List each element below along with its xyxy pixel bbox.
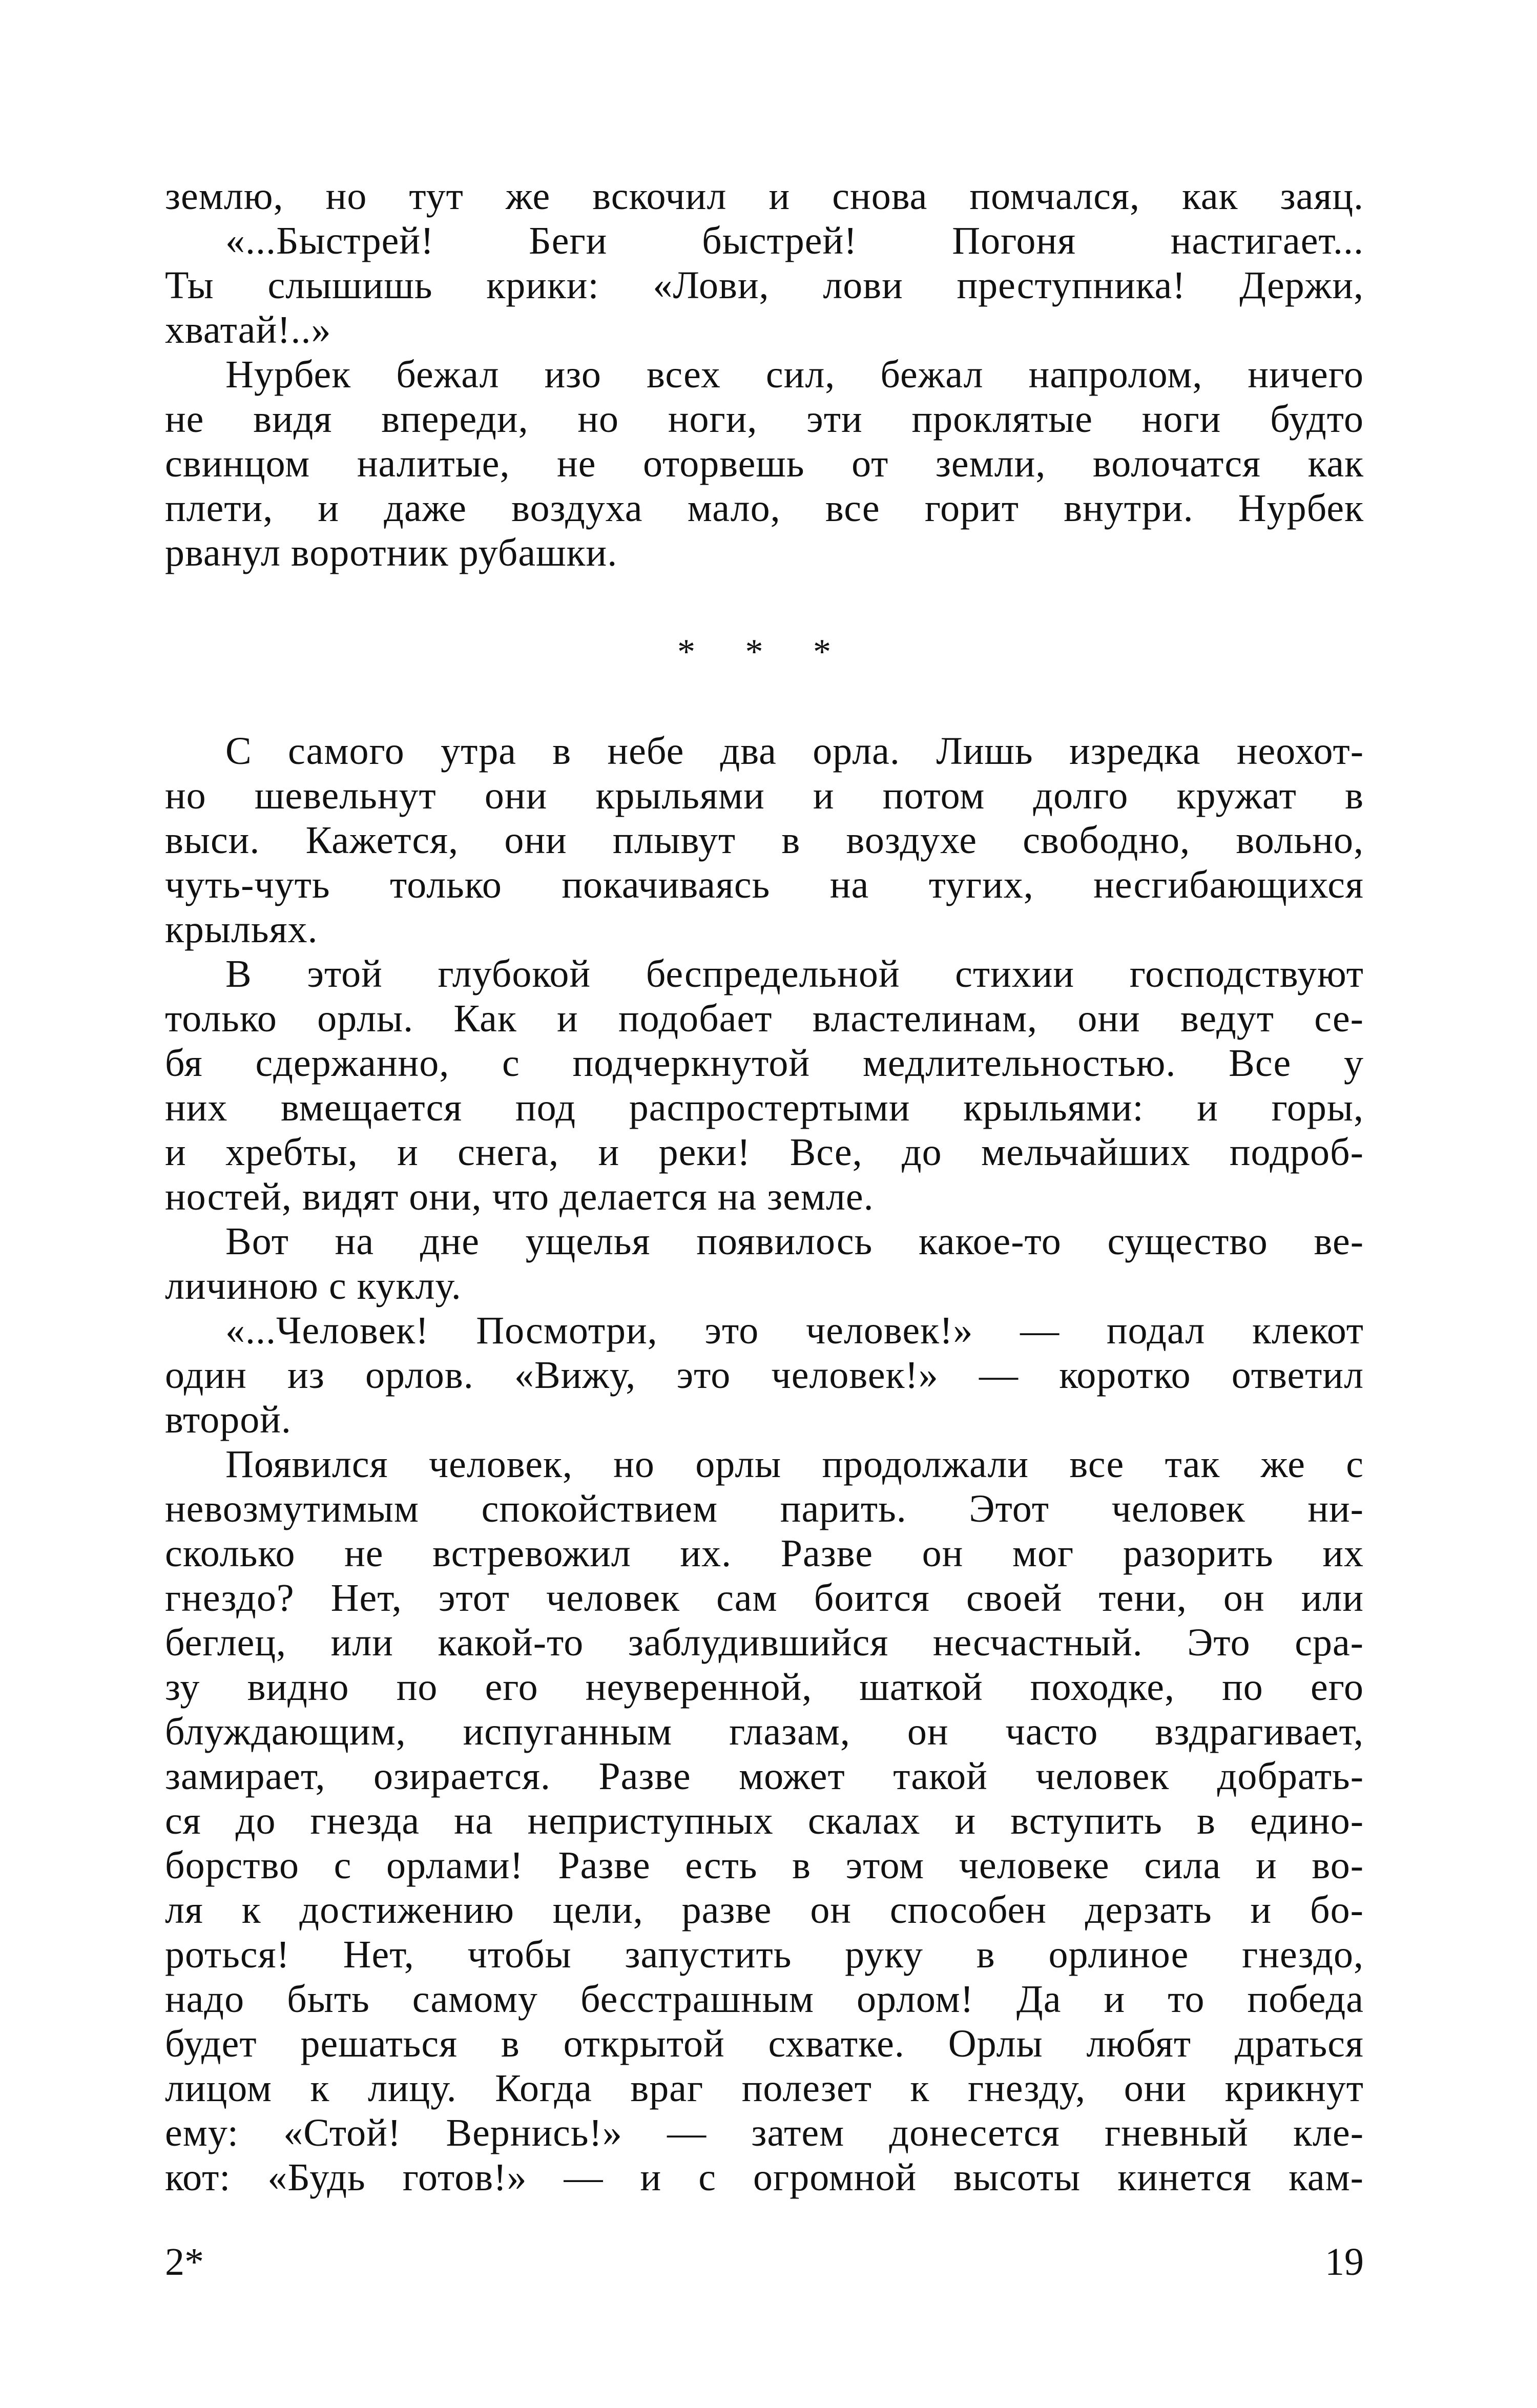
text-line: надо быть самому бесстрашным орлом! Да и то победа xyxy=(165,1978,1364,2021)
text-line: С самого утра в небе два орла. Лишь изредка неохот- xyxy=(225,730,1364,773)
text-line: свинцом налитые, не оторвешь от земли, волочатся как xyxy=(165,442,1364,485)
text-line: но шевельнут они крыльями и потом долго кружат в xyxy=(165,774,1364,817)
text-line: не видя впереди, но ноги, эти проклятые ноги будто xyxy=(165,398,1364,441)
text-line: только орлы. Как и подобает властелинам, они ведут се- xyxy=(165,997,1364,1040)
text-line: них вмещается под распростертыми крыльями: и горы, xyxy=(165,1086,1364,1129)
text-line: «...Быстрей! Беги быстрей! Погоня настигает... xyxy=(225,219,1364,262)
text-line: второй. xyxy=(165,1398,292,1441)
text-line: Вот на дне ущелья появилось какое-то существо ве- xyxy=(225,1220,1364,1263)
text-line: бя сдержанно, с подчеркнутой медлительностью. Все у xyxy=(165,1042,1364,1085)
text-line: кот: «Будь готов!» — и с огромной высоты кинется кам- xyxy=(165,2156,1364,2199)
text-line: ся до гнезда на неприступных скалах и вступить в едино- xyxy=(165,1799,1364,1842)
text-line: блуждающим, испуганным глазам, он часто вздрагивает, xyxy=(165,1710,1364,1753)
text-line: и хребты, и снега, и реки! Все, до мельчайших подроб- xyxy=(165,1131,1364,1174)
page-footer xyxy=(165,2239,1364,2285)
text-line: рванул воротник рубашки. xyxy=(165,531,618,574)
text-line: «...Человек! Посмотри, это человек!» — подал клекот xyxy=(225,1309,1364,1352)
text-line: выси. Кажется, они плывут в воздухе свободно, вольно, xyxy=(165,819,1364,862)
text-line: В этой глубокой беспредельной стихии господствуют xyxy=(225,952,1364,995)
text-line: гнездо? Нет, этот человек сам боится своей тени, он или xyxy=(165,1576,1364,1620)
text-line: один из орлов. «Вижу, это человек!» — коротко ответил xyxy=(165,1354,1364,1397)
text-line: зу видно по его неуверенной, шаткой походке, по его xyxy=(165,1666,1364,1709)
text-line: Ты слышишь крики: «Лови, лови преступника! Держи, xyxy=(165,264,1364,307)
text-line: ля к достижению цели, разве он способен дерзать и бо- xyxy=(165,1888,1364,1932)
text-line: хватай!..» xyxy=(165,308,331,351)
text-line: роться! Нет, чтобы запустить руку в орлиное гнездо, xyxy=(165,1933,1364,1976)
text-line: невозмутимым спокойствием парить. Этот человек ни- xyxy=(165,1487,1364,1530)
text-line: замирает, озирается. Разве может такой человек добрать- xyxy=(165,1755,1364,1798)
text-line: будет решаться в открытой схватке. Орлы любят драться xyxy=(165,2022,1364,2065)
text-line: Появился человек, но орлы продолжали все так же с xyxy=(225,1443,1364,1486)
page-number: 19 xyxy=(1325,2240,1364,2284)
text-line: личиною с куклу. xyxy=(165,1264,462,1307)
text-line: борство с орлами! Разве есть в этом человеке сила и во- xyxy=(165,1844,1364,1887)
text-line: Нурбек бежал изо всех сил, бежал напролом, ничего xyxy=(225,353,1364,396)
text-line: ему: «Стой! Вернись!» — затем донесется гневный кле- xyxy=(165,2111,1364,2154)
text-line: ностей, видят они, что делается на земле. xyxy=(165,1175,874,1218)
page-text xyxy=(165,174,1364,2200)
signature-mark: 2* xyxy=(165,2240,204,2284)
text-line: беглец, или какой-то заблудившийся несчастный. Это сра- xyxy=(165,1621,1364,1664)
text-line: землю, но тут же вскочил и снова помчался, как заяц. xyxy=(165,175,1364,218)
section-separator: * * * xyxy=(677,632,851,672)
text-line: крыльях. xyxy=(165,908,318,951)
text-line: сколько не встревожил их. Разве он мог разорить их xyxy=(165,1532,1364,1575)
text-line: плети, и даже воздуха мало, все горит внутри. Нурбек xyxy=(165,487,1364,530)
text-line: лицом к лицу. Когда враг полезет к гнезду, они крикнут xyxy=(165,2067,1364,2110)
text-line: чуть-чуть только покачиваясь на тугих, несгибающихся xyxy=(165,863,1364,906)
